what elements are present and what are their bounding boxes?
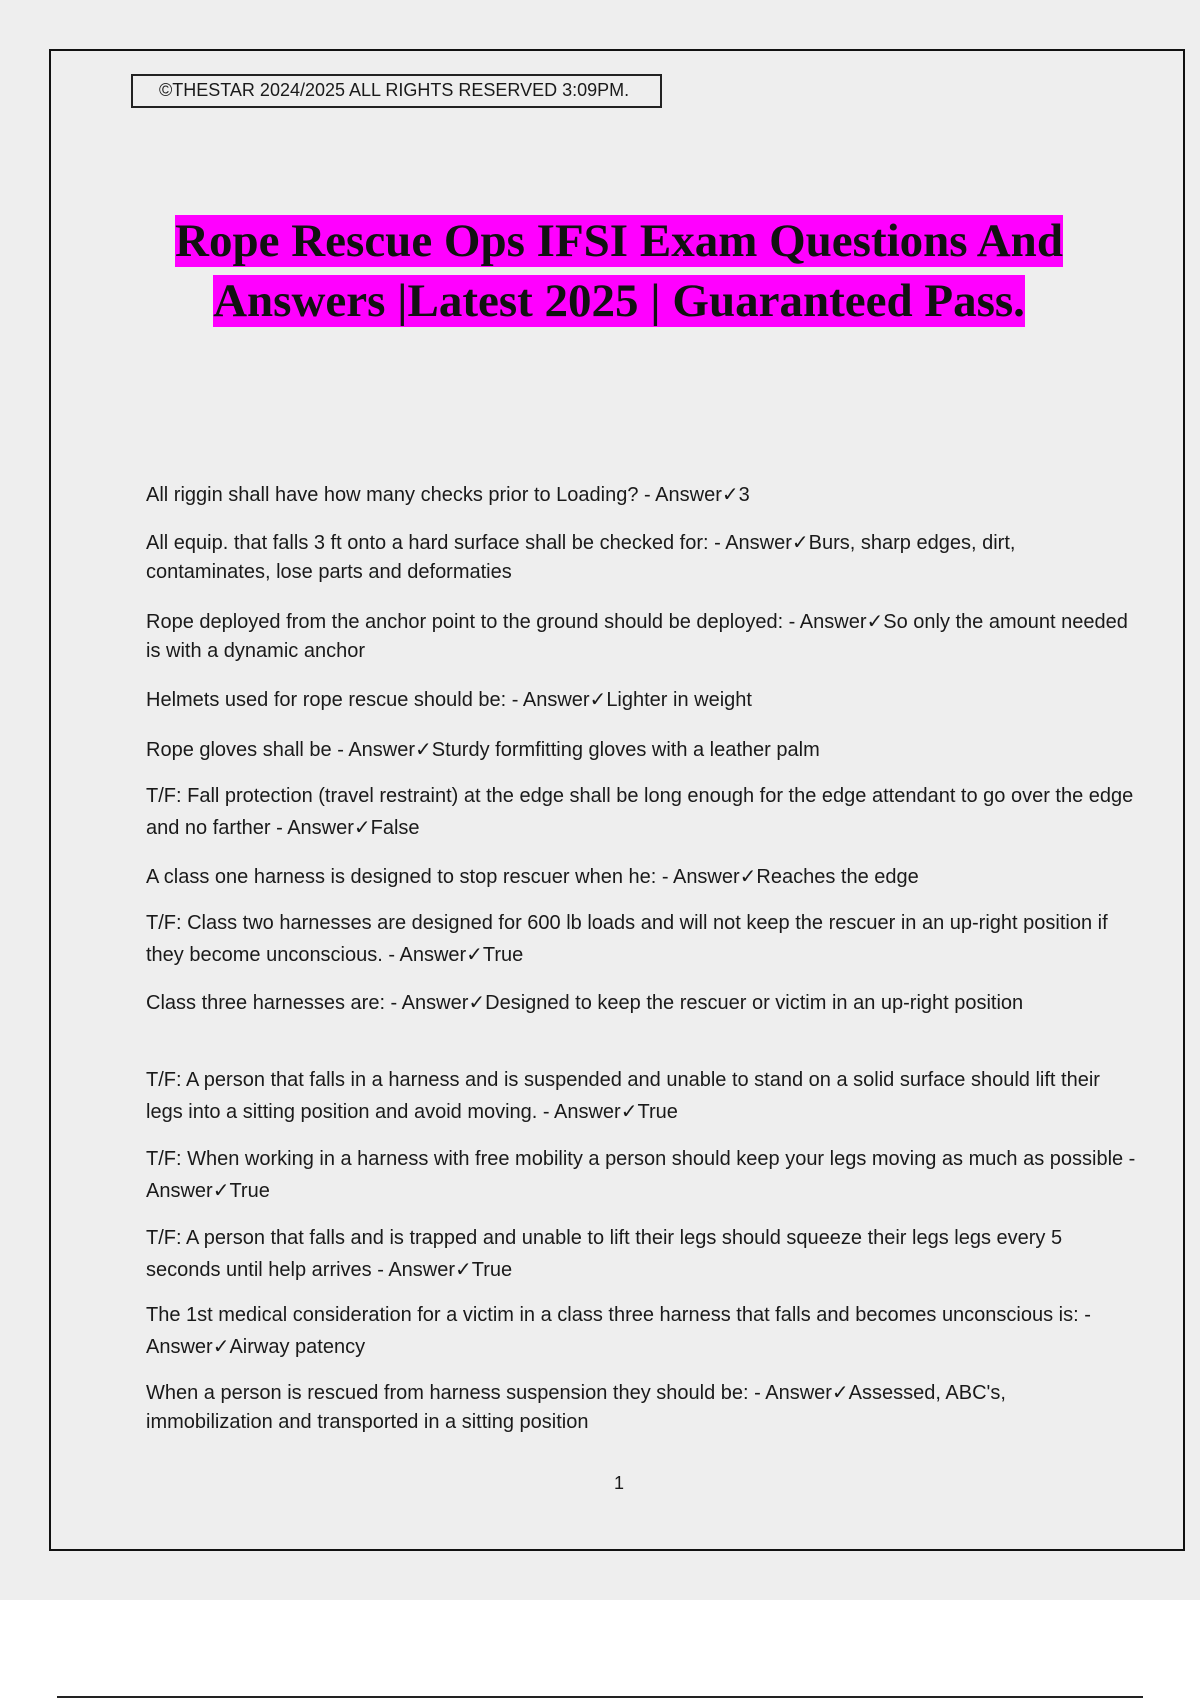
qa-item-13: The 1st medical consideration for a victim in a class three harness that falls and becomes unconscious is: - Answer✓Airway patency <box>146 1304 1091 1358</box>
qa-item-10: T/F: A person that falls in a harness and is suspended and unable to stand on a solid surface should lift their legs into a sitting position and avoid moving. - Answer✓True <box>146 1069 1100 1123</box>
qa-item-8: T/F: Class two harnesses are designed for 600 lb loads and will not keep the rescuer in an up-right position if they become unconscious. - Answer✓True <box>146 912 1108 966</box>
qa-item-12: T/F: A person that falls and is trapped and unable to lift their legs should squeeze their legs legs every 5 seconds until help arrives - Answer✓True <box>146 1227 1063 1281</box>
qa-item-1: All riggin shall have how many checks prior to Loading? - Answer✓3 <box>146 484 750 506</box>
qa-item-9: Class three harnesses are: - Answer✓Designed to keep the rescuer or victim in an up-right position <box>146 992 1024 1014</box>
qa-item-5: Rope gloves shall be - Answer✓Sturdy formfitting gloves with a leather palm <box>146 739 820 761</box>
qa-item-2: All equip. that falls 3 ft onto a hard surface shall be checked for: - Answer✓Burs, sharp edges, dirt, contaminates, lose parts and deformaties <box>146 532 1016 583</box>
qa-item-4: Helmets used for rope rescue should be: - Answer✓Lighter in weight <box>146 689 752 711</box>
page-border <box>49 49 1185 1551</box>
document-title-line-1: Rope Rescue Ops IFSI Exam Questions And <box>175 215 1063 267</box>
document-title-line-2: Answers |Latest 2025 | Guaranteed Pass. <box>213 275 1025 327</box>
qa-item-11: T/F: When working in a harness with free mobility a person should keep your legs moving as much as possible - Answer✓True <box>146 1148 1136 1202</box>
document-title <box>111 211 1127 331</box>
qa-item-7: A class one harness is designed to stop rescuer when he: - Answer✓Reaches the edge <box>146 866 919 888</box>
qa-item-6: T/F: Fall protection (travel restraint) at the edge shall be long enough for the edge attendant to go over the edge and no farther - Answer✓False <box>146 785 1134 839</box>
page-number: 1 <box>613 1473 624 1493</box>
qa-item-3: Rope deployed from the anchor point to the ground should be deployed: - Answer✓So only the amount needed is with a dynamic anchor <box>146 611 1128 662</box>
next-page-top-rule <box>57 1696 1143 1698</box>
qa-item-14: When a person is rescued from harness suspension they should be: - Answer✓Assessed, ABC's, immobilization and transported in a sitting position <box>146 1382 1006 1433</box>
copyright-notice: ©THESTAR 2024/2025 ALL RIGHTS RESERVED 3:09PM. <box>131 74 662 108</box>
